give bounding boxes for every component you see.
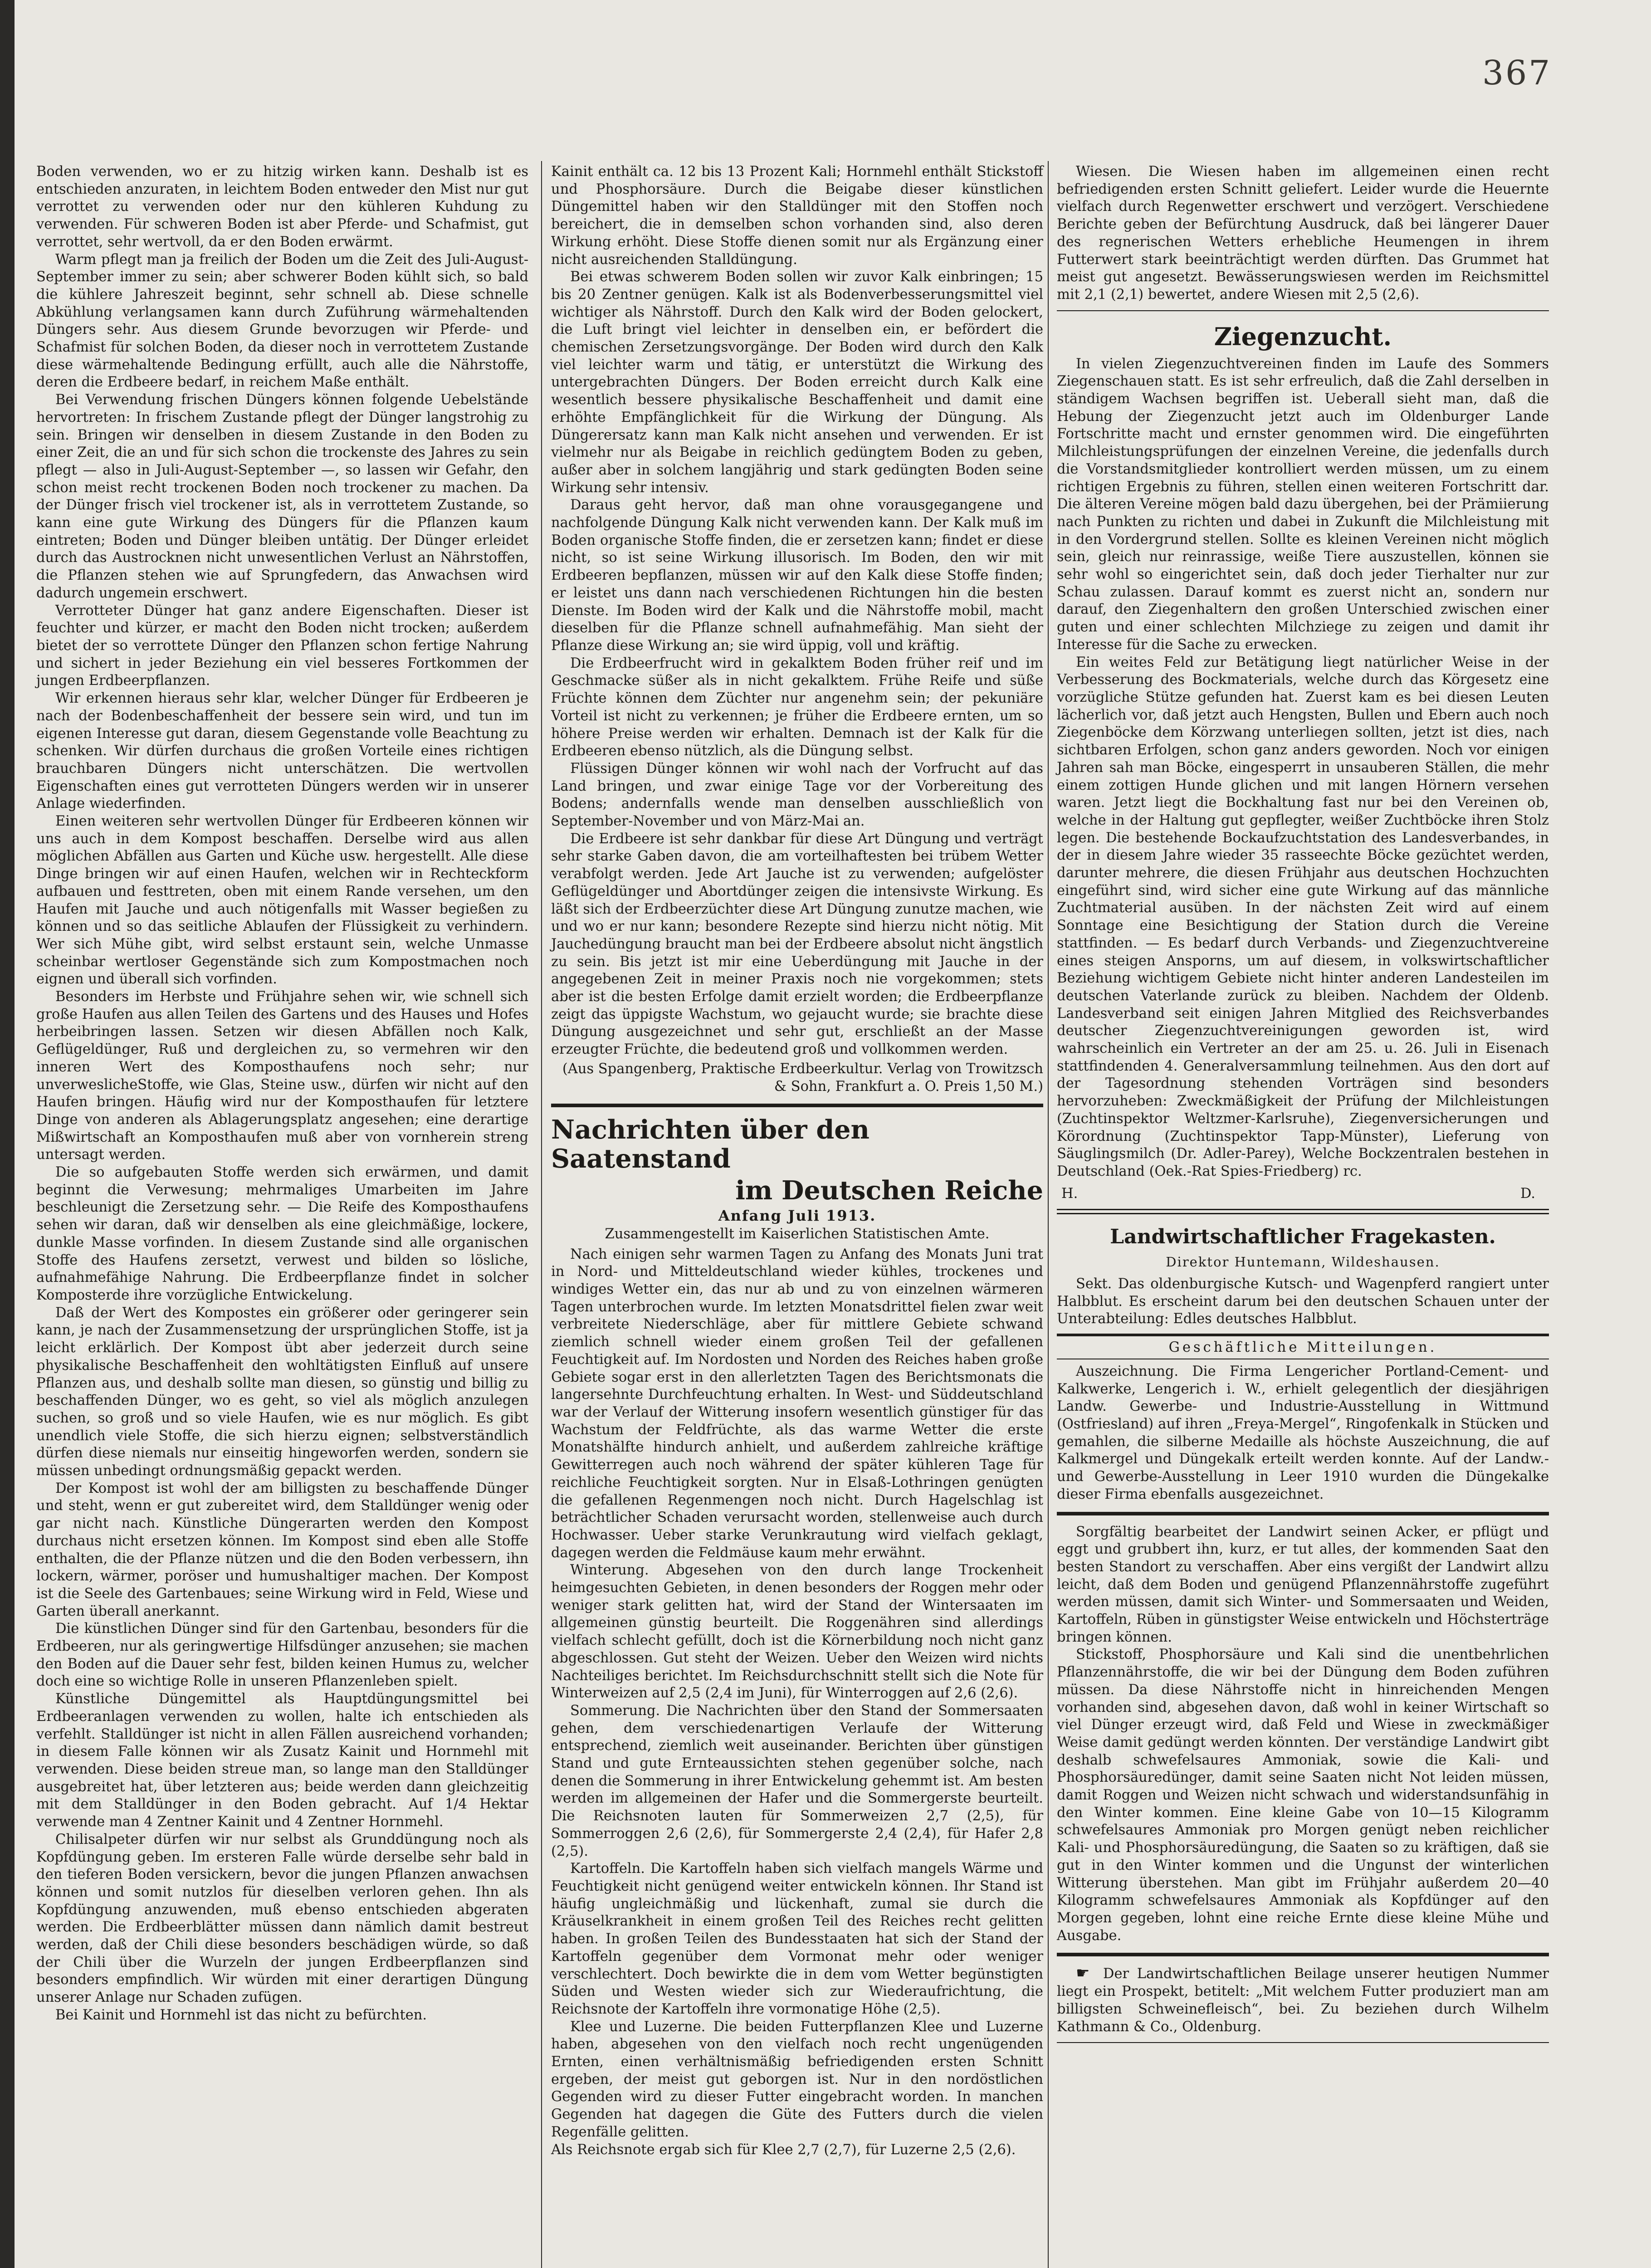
paragraph: Ein weites Feld zur Betätigung liegt natürlicher Weise in der Verbesserung des Bockmaterials, welche durch das Körgesetz eine vorzügliche Stütze gefunden hat. Zuerst kam es bei diesen Leuten lächerlich vor, daß jetzt auch Hengsten, Bullen und Ebern auch noch Ziegenböcke dem Körzwang unterliegen sollten, jetzt ist dies, nach sichtbaren Erfolgen, schon ganz anders geworden. Noch vor einigen Jahren sah man Böcke, eingesperrt in unsauberen Ställen, die mehr einem zottigen Hunde glichen und mit langen Hörnern versehen waren. Jetzt liegt die Bockhaltung fast nur bei den Vereinen ob, welche in der Haltung gut gepflegter, weißer Zuchtböcke ihren Stolz legen. Die bestehende Bockaufzuchtstation des Landesverbandes, in der in diesem Jahre wieder 35 rasseechte Böcke gezüchtet werden, darunter mehrere, die diesen Frühjahr aus deutschen Hochzuchten eingeführt sind, wird sicher eine gute Wirkung auf das männliche Zuchtmaterial ausüben. In der nächsten Zeit wird auf einem Sonntage eine Besichtigung der Station durch die Vereine stattfinden. — Es bedarf durch Verbands- und Ziegenzuchtvereine eines steigen Ansporns, um auf diesem, in volkswirtschaftlicher Beziehung wichtigem Gebiete nicht hinter anderen Landesteilen im deutschen Vaterlande zurück zu bleiben. Nachdem der Oldenb. Landesverband seit einigen Jahren Mitglied des Reichsverbandes deutscher Ziegenzuchtvereinigungen geworden ist, wird wahrscheinlich ein Vertreter an der am 25. u. 26. Juli in Eisenach stattfindenden 4. Generalversammlung teilnehmen. Aus den dort auf der Tagesordnung stehenden Vorträgen sind besonders hervorzuheben: Zweckmäßigkeit der Prüfung der Milchleistungen (Zuchtinspektor Weltzmer-Karlsruhe), Ziegenversicherungen und Körordnung (Zuchtinspektor Tapp-Münster), Lieferung von Säuglingsmilch (Dr. Adler-Parey), Welche Bockzentralen bestehen in Deutschland (Oek.-Rat Spies-Friedberg) rc. (1057, 654, 1549, 1179)
paragraph: Kainit enthält ca. 12 bis 13 Prozent Kali; Hornmehl enthält Stickstoff und Phosphorsäure. Durch die Beigabe dieser künstlichen Düngemittel haben wir den Stalldünger mit den Stoffen noch bereichert, die in demselben schon vorhanden sind, also deren Wirkung erhöht. Diese Stoffe dienen somit nur als Ergänzung einer nicht ausreichenden Stalldüngung. (551, 164, 1043, 268)
signature-left: H. (1061, 1185, 1078, 1202)
notice-paragraph (1057, 1965, 1549, 2036)
paragraph: Als Reichsnote ergab sich für Klee 2,7 (2,7), für Luzerne 2,5 (2,6). (551, 2141, 1016, 2158)
section-divider (1057, 1512, 1549, 1515)
paragraph: Flüssigen Dünger können wir wohl nach der Vorfrucht auf das Land bringen, und zwar einige Tage vor der Vorbereitung des Bodens; andernfalls wende man denselben ausschließlich von September-November und von März-Mai an. (551, 760, 1043, 830)
paragraph: Die Erdbeere ist sehr dankbar für diese Art Düngung und verträgt sehr starke Gaben davon, die am vorteilhaftesten bei trübem Wetter verabfolgt werden. Jede Art Jauche ist zu verwenden; aufgelöster Geflügeldünger und Abortdünger zeigen die intensivste Wirkung. Es läßt sich der Erdbeerzüchter diese Art Düngung zunutze machen, wie und wo er nur kann; besondere Rezepte sind hierzu nicht nötig. Mit Jauchedüngung braucht man bei der Erdbeere absolut nicht ängstlich zu sein. Bis jetzt ist mir eine Ueberdüngung mit Jauche in der angegebenen Zeit in meiner Praxis noch nie vorgekommen; stets aber ist die besten Erfolge damit erzielt worden; die Erdbeerpflanze zeigt das üppigste Wachstum, wo gejaucht wurde; sie brachte diese Düngung ausgezeichnet und sehr gut, erschließt an der Masse erzeugter Früchte, die bedeutend groß und vollkommen werden. (551, 831, 1043, 1058)
notice-text: Der Landwirtschaftlichen Beilage unserer heutigen Nummer liegt ein Prospekt, betitelt: „Mit welchem Futter produziert man am billigsten Schweinefleisch“, bei. Zu beziehen durch Wilhelm Kathmann & Co., Oldenburg. (1057, 1966, 1549, 2035)
section-divider (1057, 2042, 1549, 2043)
business-notices-heading: Geschäftliche Mitteilungen. (1057, 1334, 1549, 1359)
scan-edge (0, 0, 15, 2268)
section-divider (1057, 1209, 1549, 1214)
paragraph: Nach einigen sehr warmen Tagen zu Anfang des Monats Juni trat in Nord- und Mitteldeutschland wieder kühles, trockenes und windiges Wetter ein, das nur ab und zu von einzelnen wärmeren Tagen unterbrochen wurde. Im letzten Monatsdrittel fielen zwar weit verbreitete Niederschläge, aber für mittlere Gebiete schwand ziemlich schnell wieder einem großen Teil der gefallenen Feuchtigkeit auf. Im Nordosten und Norden des Reiches haben große Gebiete sogar erst in den allerletzten Tagen des Berichtsmonats die langersehnte Durchfeuchtung erhalten. In West- und Süddeutschland war der Verlauf der Witterung insofern wesentlich günstiger für das Wachstum der Feldfrüchte, als das warme Wetter die erste Monatshälfte hindurch anhielt, und außerdem zahlreiche kräftige Gewitterregen auch noch während der später kühleren Tage für reichliche Feuchtigkeit sorgten. Nur in Elsaß-Lothringen genügten die gefallenen Regenmengen noch nicht. Durch Hagelschlag ist beträchtlicher Schaden verursacht worden, stellenweise auch durch Hochwasser. Ueber starke Verunkrautung wird vielfach geklagt, dagegen werden die Feldmäuse kaum mehr erwähnt. (551, 1246, 1043, 1561)
paragraph: Klee und Luzerne. Die beiden Futterpflanzen Klee und Luzerne haben, abgesehen von den vielfach noch recht ungenügenden Ernten, einen verhältnismäßig befriedigenden ersten Schnitt ergeben, der meist gut geborgen ist. Nur in den nordöstlichen Gegenden wird zu dieser Futter eingebracht worden. In manchen Gegenden hat dagegen die Güte des Futters durch die vielen Regenfälle gelitten. (551, 2019, 1043, 2140)
paragraph: Die so aufgebauten Stoffe werden sich erwärmen, und damit beginnt die Verwesung; mehrmaliges Umarbeiten im Jahre beschleunigt die Zersetzung sehr. — Die Reife des Komposthaufens sehen wir daran, daß wir denselben als eine gleichmäßige, lockere, dunkle Masse vorfinden. In diesem Zustande sind alle organischen Stoffe des Haufens zersetzt, verwest und bilden so lösliche, aufnahmefähige Nahrung. Die Erdbeerpflanze findet in solcher Komposterde ihre vorzügliche Entwickelung. (36, 1164, 528, 1303)
column-rule-right (1048, 161, 1049, 2268)
signature-right: D. (1520, 1185, 1535, 1202)
paragraph: Daß der Wert des Kompostes ein größerer oder geringerer sein kann, je nach der Zusammensetzung der ursprünglichen Stoffe, ist ja leicht erklärlich. Der Kompost übt aber jederzeit durch seine physikalische Beschaffenheit den wohltätigsten Einfluß auf unsere Pflanzen aus, und deshalb sollte man diesen, so günstig und billig zu beschaffenden Dünger, wo es geht, so viel als möglich anzulegen suchen, so groß und so viele Haufen, wie es nur möglich. Es gibt unendlich viele Stoffe, die sich hierzu eignen; selbstverständlich dürfen diese niemals nur einseitig hingeworfen werden, sondern sie müssen unbedingt ordnungsmäßig gepackt werden. (36, 1305, 528, 1479)
paragraph: Sommerung. Die Nachrichten über den Stand der Sommersaaten gehen, dem verschiedenartigen Verlaufe der Witterung entsprechend, ziemlich weit auseinander. Berichten über günstigen Stand und gute Ernteaussichten stehen gegenüber solche, nach denen die Sommerung in ihrer Entwickelung gehemmt ist. Am besten werden im allgemeinen der Hafer und die Sommergerste beurteilt. Die Reichsnoten lauten für Sommerweizen 2,7 (2,5), für Sommerroggen 2,6 (2,6), für Sommergerste 2,4 (2,4), für Hafer 2,8 (2,5). (551, 1702, 1043, 1859)
news-heading-line2: im Deutschen Reiche (735, 1175, 1043, 1206)
paragraph: Besonders im Herbste und Frühjahre sehen wir, wie schnell sich große Haufen aus allen Teilen des Gartens und des Hauses und Hofes herbeibringen lassen. Setzen wir diesen Abfällen noch Kalk, Geflügeldünger, Ruß und dergleichen zu, so vermehren wir den inneren Wert des Komposthaufens noch sehr; nur unverweslicheStoffe, wie Glas, Steine usw., dürfen wir nicht auf den Haufen bringen. Häufig wird nur der Komposthaufen für letztere Dinge von anderen als Ablagerungsplatz angesehen; eine derartige Mißwirtschaft an Komposthaufen muß aber von vornherein streng untersagt werden. (36, 989, 528, 1163)
pointing-hand-icon: ☛ (1076, 1964, 1090, 1983)
paragraph: Sekt. Das oldenburgische Kutsch- und Wagenpferd rangiert unter Halbblut. Es erscheint darum bei den deutschen Schauen unter der Unterabteilung: Edles deutsches Halbblut. (1057, 1276, 1549, 1327)
paragraph: Bei etwas schwerem Boden sollen wir zuvor Kalk einbringen; 15 bis 20 Zentner genügen. Kalk ist als Bodenverbesserungsmittel viel wichtiger als Nährstoff. Durch den Kalk wird der Boden gelockert, die Luft bringt viel leichter in denselben ein, er befördert die chemischen Zersetzungsvorgänge. Der Boden wird durch den Kalk viel leichter warm und tätig, er unterstützt die Wirkung des untergebrachten Düngers. Der Boden erreicht durch Kalk eine wesentlich bessere physikalische Beschaffenheit und damit eine erhöhte Empfänglichkeit für die Wirkung der Düngung. Als Düngerersatz kann man Kalk nicht ansehen und verwenden. Er ist vielmehr nur als Beigabe in reichlich gedüngtem Boden zu geben, außer aber in solchem langjährig und stark gedüngten Boden seine Wirkung sehr intensiv. (551, 269, 1043, 496)
paragraph: Die künstlichen Dünger sind für den Gartenbau, besonders für die Erdbeeren, nur als geringwertige Hilfsdünger anzusehen; sie machen den Boden auf die Dauer sehr fest, bilden keinen Humus zu, welcher doch eine so wichtige Rolle in unseren Pflanzenleben spielt. (36, 1621, 528, 1690)
column-right (1057, 163, 1549, 2049)
paragraph: Der Kompost ist wohl der am billigsten zu beschaffende Dünger und steht, wenn er gut zubereitet wird, dem Stalldünger wenig oder gar nicht nach. Künstliche Düngerarten werden den Kompost durchaus nicht ersetzen können. Im Kompost sind eben alle Stoffe enthalten, die der Pflanze nützen und die den Boden verbessern, ihn lockern, wärmer, poröser und humushaltiger machen. Der Kompost ist die Seele des Gartenbaues; seine Wirkung wird in Feld, Wiese und Garten überall anerkannt. (36, 1480, 528, 1619)
news-compiled: Zusammengestellt im Kaiserlichen Statistischen Amte. (605, 1226, 990, 1242)
news-date: Anfang Juli 1913. (718, 1207, 876, 1225)
paragraph: Stickstoff, Phosphorsäure und Kali sind die unentbehrlichen Pflanzennährstoffe, die wir bei der Düngung dem Boden zuführen müssen. Da diese Nährstoffe nicht in hinreichenden Mengen vorhanden sind, abgesehen davon, daß wohl in keiner Wirtschaft so viel Dünger erzeugt wird, daß Feld und Wiese in zweckmäßiger Weise damit gedüngt werden könnten. Der verständige Landwirt gibt deshalb schwefelsaures Ammoniak, sowie die Kali- und Phosphorsäuredünger, damit seine Saaten nicht Not leiden müssen, damit Roggen und Weizen nicht schwach und widerstandsunfähig in den Winter kommen. Eine kleine Gabe von 10—15 Kilogramm schwefelsaures Ammoniak pro Morgen genügt neben reichlicher Kali- und Phosphorsäuredüngung, die Saaten so zu kräftigen, daß sie gut in den Winter kommen und die Ungunst der winterlichen Witterung überstehen. Man gibt im Frühjahr außerdem 20—40 Kilogramm schwefelsaures Ammoniak als Kopfdünger auf den Morgen gegeben, lohnt eine reiche Ernte diese kleine Mühe und Ausgabe. (1057, 1647, 1549, 1944)
source-citation: (Aus Spangenberg, Praktische Erdbeerkultur. Verlag von Trowitzsch & Sohn, Frankfurt a. O. Preis 1,50 M.) (562, 1061, 1043, 1095)
paragraph: Chilisalpeter dürfen wir nur selbst als Grunddüngung noch als Kopfdüngung geben. Im ersteren Falle würde derselbe sehr bald in den tieferen Boden versickern, bevor die jungen Pflanzen anwachsen können und somit nutzlos für dieselben verloren gehen. Ihn als Kopfdüngung anzuwenden, muß ebenso entschieden abgeraten werden. Die Erdbeerblätter müssen dann nämlich damit bestreut werden, daß der Chili diese besonders beschädigen würde, so daß der Chili über die Wurzeln der jungen Erdbeerpflanzen sind besonders empfindlich. Wir würden mit einer derartigen Düngung unserer Anlage nur Schaden zufügen. (36, 1831, 528, 2006)
paragraph: Warm pflegt man ja freilich der Boden um die Zeit des Juli-August-September immer zu sein; aber schwerer Boden kühlt sich, so bald die kühlere Jahreszeit beginnt, sehr schnell ab. Diese schnelle Abkühlung verlangsamen kann durch Zuführung wärmehaltenden Düngers sehr. Aus diesem Grunde bevorzugen wir Pferde- und Schafmist für solchen Boden, da dieser noch in verrottetem Zustande diese wärmehaltende Bedingung erfüllt, auch alle die Nährstoffe, deren die Erdbeere bedarf, in reichem Maße enthält. (36, 251, 528, 391)
section-divider (551, 1104, 1043, 1107)
page-number: 367 (1482, 54, 1552, 93)
paragraph: Bei Kainit und Hornmehl ist das nicht zu befürchten. (55, 2007, 427, 2023)
paragraph: Bei Verwendung frischen Düngers können folgende Uebelstände hervortreten: In frischem Zustande pflegt der Dünger langstrohig zu sein. Bringen wir denselben in diesem Zustande in den Boden zu einer Zeit, die an und für sich schon die trockenste des Jahres zu sein pflegt — also in Juli-August-September —, so lassen wir Gefahr, den schon meist recht trockenen Boden noch trockener zu machen. Da der Dünger frisch viel trockener ist, als in verrottetem Zustande, so kann eine gute Wirkung des Düngers für die Pflanzen kaum eintreten; Boden und Dünger bleiben untätig. Der Dünger erleidet durch das Austrocknen nicht unwesentlichen Verlust an Nährstoffen, die Pflanzen stehen wie auf Sprungfedern, das Anwachsen wird dadurch ungemein erschwert. (36, 392, 528, 601)
paragraph: Verrotteter Dünger hat ganz andere Eigenschaften. Dieser ist feuchter und kürzer, er macht den Boden nicht trocken; außerdem bietet der so verrottete Dünger den Pflanzen schon fertige Nahrung und sichert in jeder Beziehung ein viel besseres Fortkommen der jungen Erdbeerpflanzen. (36, 602, 528, 689)
qa-heading: Landwirtschaftlicher Fragekasten. (1110, 1225, 1496, 1249)
section-divider (1057, 1953, 1549, 1956)
paragraph: Wir erkennen hieraus sehr klar, welcher Dünger für Erdbeeren je nach der Bodenbeschaffenheit der bessere sein wird, und tun im eigenen Interesse gut daran, diesem Gegenstande volle Beachtung zu schenken. Wir dürfen durchaus die großen Vorteile eines richtigen brauchbaren Düngers nicht unterschätzen. Die wertvollen Eigenschaften eines gut verrotteten Düngers werden wir in unserer Anlage wiederfinden. (36, 690, 528, 812)
paragraph: Winterung. Abgesehen von den durch lange Trockenheit heimgesuchten Gebieten, in denen besonders der Roggen mehr oder weniger stark gelitten hat, wird der Stand der Wintersaaten im allgemeinen günstig beurteilt. Die Roggenähren sind allerdings vielfach schlecht gefüllt, doch ist die Körnerbildung noch nicht ganz abgeschlossen. Gut steht der Weizen. Ueber den Weizen wird nichts Nachteiliges berichtet. Im Reichsdurchschnitt stellt sich die Note für Winterweizen auf 2,5 (2,4 im Juni), für Winterroggen auf 2,6 (2,6). (551, 1562, 1043, 1701)
paragraph: Daraus geht hervor, daß man ohne vorausgegangene und nachfolgende Düngung Kalk nicht verwenden kann. Der Kalk muß im Boden organische Stoffe finden, die er zersetzen kann; findet er diese nicht, so ist seine Wirkung illusorisch. Im Boden, den wir mit Erdbeeren bepflanzen, müssen wir auf den Kalk diese Stoffe finden; er leistet uns dann nach verschiedenen Richtungen hin die besten Dienste. Im Boden wird der Kalk und die Nährstoffe mobil, macht dieselben für die Pflanze schnell aufnahmefähig. Man sieht der Pflanze diese Wirkung an; sie wird üppig, voll und kräftig. (551, 497, 1043, 654)
paragraph: Boden verwenden, wo er zu hitzig wirken kann. Deshalb ist es entschieden anzuraten, in leichtem Boden entweder den Mist nur gut verrottet zu verwenden oder nur den kühleren Kuhdung zu verwenden. Für schweren Boden ist aber Pferde- und Schafmist, gut verrottet, sehr wertvoll, da er den Boden erwärmt. (36, 164, 528, 250)
column-left (36, 163, 528, 2024)
paragraph: Die Erdbeerfrucht wird in gekalktem Boden früher reif und im Geschmacke süßer als in nicht gekalktem. Frühe Reife und süße Früchte können dem Züchter nur angenehm sein; der pekuniäre Vorteil ist nicht zu verkennen; je früher die Erdbeere ernten, um so höhere Preise werden wir erhalten. Demnach ist der Kalk für die Erdbeeren ebenso nützlich, als die Düngung selbst. (551, 655, 1043, 759)
column-middle (551, 163, 1043, 2159)
column-rule-left (541, 161, 542, 2268)
section-divider (1057, 310, 1549, 311)
paragraph: In vielen Ziegenzuchtvereinen finden im Laufe des Sommers Ziegenschauen statt. Es ist sehr erfreulich, daß die Zahl derselben in ständigem Wachsen begriffen ist. Ueberall sieht man, daß die Hebung der Ziegenzucht jetzt auch im Oldenburger Lande Fortschritte macht und ernster genommen wird. Die eingeführten Milchleistungsprüfungen der einzelnen Vereine, die jedenfalls durch die Vorstandsmitglieder kontrolliert werden müssen, um zu einem richtigen Ergebnis zu führen, stellen einen weiteren Fortschritt dar. Die älteren Vereine mögen bald dazu übergehen, bei der Prämiierung nach Punkten zu richten und dabei in Zukunft die Milchleistung mit in den Vordergrund stellen. Sollte es kleinen Vereinen nicht möglich sein, gleich nur reinrassige, weiße Tiere auszustellen, können sie sehr wohl so eingerichtet sein, daß doch jeder Tierhalter nur zur Schau zulassen. Darauf kommt es zuerst nicht an, sondern nur darauf, den Ziegenhaltern den großen Unterschied zwischen einer guten und einer schlechten Milchziege zu zeigen und damit ihr Interesse für die Sache zu erwecken. (1057, 356, 1549, 653)
paragraph: Kartoffeln. Die Kartoffeln haben sich vielfach mangels Wärme und Feuchtigkeit nicht genügend weiter entwickeln können. Ihr Stand ist häufig ungleichmäßig und lückenhaft, zumal sie durch die Kräuselkrankheit in einem großen Teil des Reiches recht gelitten haben. In großen Teilen des Bundesstaaten hat sich der Stand der Kartoffeln gegenüber dem Vormonat mehr oder weniger verschlechtert. Doch bewirkte die in dem vom Wetter begünstigten Süden und Westen wieder sich zur Wiederaufrichtung, die Reichsnote der Kartoffeln ihre vormonatige Höhe (2,5). (551, 1861, 1043, 2017)
qa-director: Direktor Huntemann, Wildeshausen. (1166, 1254, 1440, 1270)
goat-breeding-heading: Ziegenzucht. (1214, 322, 1392, 351)
paragraph: Auszeichnung. Die Firma Lengericher Portland-Cement- und Kalkwerke, Lengerich i. W., erhielt gelegentlich der diesjährigen Landw. Gewerbe- und Industrie-Ausstellung in Wittmund (Ostfriesland) auf ihren „Freya-Mergel“, Ringofenkalk in Stücken und gemahlen, die silberne Medaille als höchste Auszeichnung, die auf Kalkmergel und Düngekalk erteilt werden konnte. Auf der Landw.- und Gewerbe-Ausstellung in Leer 1910 wurden die Düngekalke dieser Firma ebenfalls ausgezeichnet. (1057, 1363, 1549, 1502)
signature-row (1057, 1185, 1549, 1203)
paragraph: Einen weiteren sehr wertvollen Dünger für Erdbeeren können wir uns auch in dem Kompost beschaffen. Derselbe wird aus allen möglichen Abfällen aus Garten und Küche usw. hergestellt. Alle diese Dinge bringen wir auf einen Haufen, welchen wir in Rechteckform aufbauen und festtreten, oben mit einem Rande versehen, um den Haufen mit Jauche und auch nötigenfalls mit Wasser begießen zu können und so das seitliche Ablaufen der Flüssigkeit zu verhindern. Wer sich Mühe gibt, wird selbst erstaunt sein, welche Unmasse scheinbar wertloser Gegenstände sich zum Kompostmachen noch eignen und überall sich vorfinden. (36, 813, 528, 987)
paragraph: Wiesen. Die Wiesen haben im allgemeinen einen recht befriedigenden ersten Schnitt geliefert. Leider wurde die Heuernte vielfach durch Regenwetter erschwert und verzögert. Verschiedene Berichte geben der Befürchtung Ausdruck, daß bei längerer Dauer des regnerischen Wetters erhebliche Heumengen in ihrem Futterwert stark beeinträchtigt werden dürften. Das Grummet hat meist gut angesetzt. Bewässerungswiesen werden im Reichsmittel mit 2,1 (2,1) bewertet, andere Wiesen mit 2,5 (2,6). (1057, 164, 1549, 303)
paragraph: Künstliche Düngemittel als Hauptdüngungsmittel bei Erdbeeranlagen verwenden zu wollen, halte ich entschieden als verfehlt. Stalldünger ist nicht in allen Fällen ausreichend vorhanden; in diesem Falle können wir als Zusatz Kainit und Hornmehl mit verwenden. Diese beiden streue man, so lange man den Stalldünger ausgebreitet hat, über letzteren aus; beide werden dann gleichzeitig mit dem Stalldünger in den Boden gebracht. Auf 1/4 Hektar verwende man 4 Zentner Kainit und 4 Zentner Hornmehl. (36, 1691, 528, 1830)
news-heading-line1: Nachrichten über den Saatenstand (551, 1114, 869, 1174)
paragraph: Sorgfältig bearbeitet der Landwirt seinen Acker, er pflügt und eggt und grubbert ihn, kurz, er tut alles, der kommenden Saat den besten Standort zu verschaffen. Aber eins vergißt der Landwirt allzu leicht, daß dem Boden und genügend Pflanzennährstoffe zugeführt werden müssen, damit sich Winter- und Sommersaaten und Weiden, Kartoffeln, Rüben in günstigster Weise entwickeln und Höchsterträge bringen können. (1057, 1524, 1549, 1645)
